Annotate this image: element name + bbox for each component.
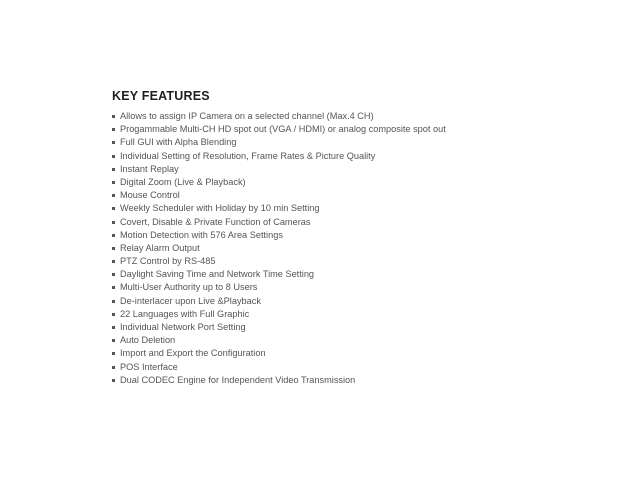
feature-text: Motion Detection with 576 Area Settings [120,229,283,240]
bullet-icon [112,366,115,369]
bullet-icon [112,379,115,382]
bullet-icon [112,181,115,184]
feature-text: Daylight Saving Time and Network Time Setting [120,269,315,280]
feature-item [112,202,612,215]
feature-item [112,229,612,242]
bullet-icon [112,339,115,342]
feature-text: POS Interface [120,361,178,372]
feature-text: Auto Deletion [120,335,176,346]
feature-item [112,163,612,176]
bullet-icon [112,234,115,237]
feature-item [112,268,612,281]
bullet-icon [112,247,115,250]
key-features-section [112,88,612,387]
feature-text: Individual Setting of Resolution, Frame Rates & Picture Quality [120,150,376,161]
bullet-icon [112,168,115,171]
feature-item [112,150,612,163]
feature-item [112,347,612,360]
feature-text: Digital Zoom (Live & Playback) [120,176,246,187]
feature-item [112,136,612,149]
feature-item [112,361,612,374]
bullet-icon [112,260,115,263]
feature-text: Mouse Control [120,190,180,201]
feature-text: Covert, Disable & Private Function of Cameras [120,216,311,227]
feature-text: Dual CODEC Engine for Independent Video Transmission [120,374,356,385]
bullet-icon [112,115,115,118]
feature-item [112,374,612,387]
feature-text: Multi-User Authority up to 8 Users [120,282,258,293]
feature-item [112,281,612,294]
feature-item [112,308,612,321]
bullet-icon [112,326,115,329]
bullet-icon [112,352,115,355]
bullet-icon [112,141,115,144]
feature-list [112,110,612,387]
bullet-icon [112,313,115,316]
feature-text: Individual Network Port Setting [120,322,246,332]
feature-text: Instant Replay [120,163,179,174]
bullet-icon [112,221,115,224]
feature-item [112,123,612,136]
bullet-icon [112,128,115,131]
bullet-icon [112,300,115,303]
feature-text: PTZ Control by RS-485 [120,256,216,267]
feature-text: Import and Export the Configuration [120,348,266,359]
feature-item [112,255,612,268]
feature-item [112,216,612,229]
bullet-icon [112,273,115,276]
bullet-icon [112,194,115,197]
feature-text: Full GUI with Alpha Blending [120,137,237,148]
feature-text: Allows to assign IP Camera on a selected channel (Max.4 CH) [120,111,374,121]
bullet-icon [112,207,115,210]
feature-text: Relay Alarm Output [120,242,200,253]
feature-text: Progammable Multi-CH HD spot out (VGA / HDMI) or analog composite spot out [120,124,446,135]
feature-text: Weekly Scheduler with Holiday by 10 min Setting [120,203,320,214]
section-title: KEY FEATURES [112,89,210,103]
feature-item [112,321,612,334]
feature-text: 22 Languages with Full Graphic [120,308,250,319]
bullet-icon [112,155,115,158]
feature-text: De-interlacer upon Live &Playback [120,295,261,306]
feature-item [112,242,612,255]
bullet-icon [112,286,115,289]
feature-item [112,176,612,189]
feature-item [112,334,612,347]
feature-item [112,295,612,308]
feature-item [112,110,612,123]
feature-item [112,189,612,202]
